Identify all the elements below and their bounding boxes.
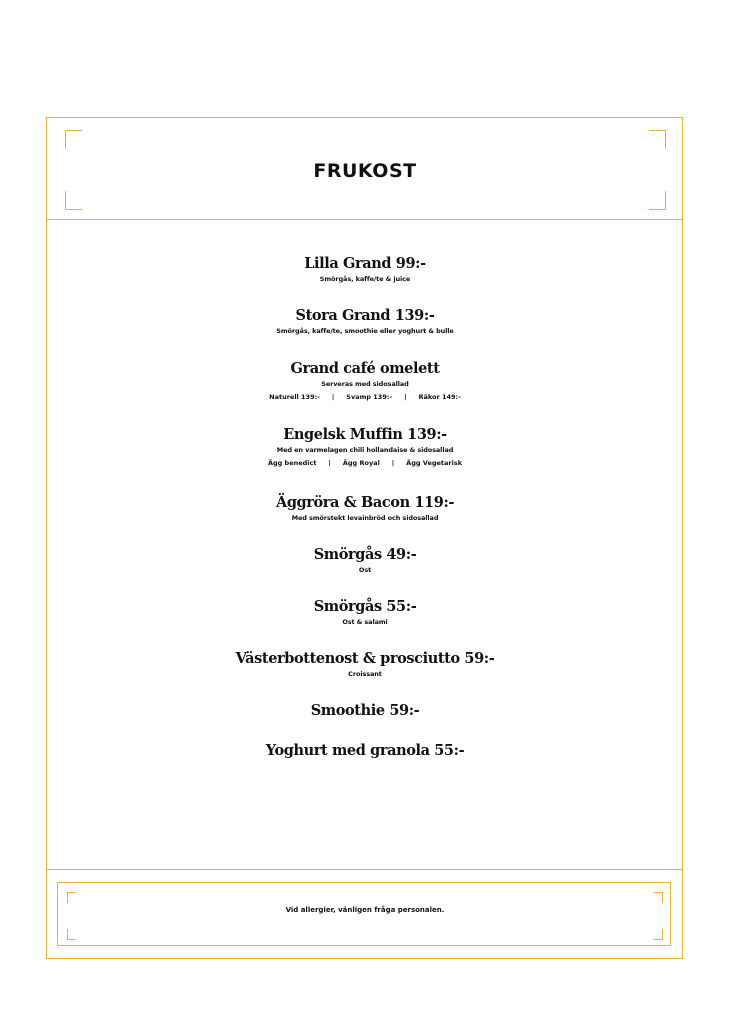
variant: Ägg Royal bbox=[342, 459, 380, 467]
menu-item bbox=[0, 254, 730, 306]
item-name: Grand café omelett bbox=[290, 360, 440, 377]
corner-ornament-top-right bbox=[649, 130, 666, 149]
menu-title: FRUKOST bbox=[313, 160, 417, 182]
item-description: Med smörstekt levainbröd och sidosallad bbox=[291, 514, 439, 522]
corner-ornament-bottom-left bbox=[67, 929, 76, 940]
variant: Ägg Vegetarisk bbox=[406, 459, 463, 467]
item-name: Lilla Grand 99:- bbox=[304, 255, 426, 272]
corner-ornament-top-right bbox=[654, 892, 663, 903]
item-description: Croissant bbox=[348, 670, 382, 678]
corner-ornament-bottom-right bbox=[654, 929, 663, 940]
item-description: Smörgås, kaffe/te & juice bbox=[319, 275, 411, 283]
item-name: Stora Grand 139:- bbox=[295, 307, 435, 324]
item-name: Engelsk Muffin 139:- bbox=[283, 426, 447, 443]
footer-divider bbox=[46, 869, 683, 870]
variant: Räkor 149:- bbox=[418, 393, 461, 401]
corner-ornament-top-left bbox=[65, 130, 82, 149]
item-description: Smörgås, kaffe/te, smoothie eller yoghurt & bulle bbox=[276, 327, 454, 335]
allergy-note: Vid allergier, vänligen fråga personalen. bbox=[285, 906, 445, 914]
menu-items bbox=[0, 254, 730, 771]
corner-ornament-bottom-right bbox=[649, 191, 666, 210]
item-name: Yoghurt med granola 55:- bbox=[265, 742, 465, 759]
menu-item bbox=[0, 425, 730, 493]
variant-separator: | bbox=[391, 459, 395, 467]
item-variants bbox=[0, 456, 730, 471]
corner-ornament-bottom-left bbox=[65, 191, 82, 210]
variant-separator: | bbox=[404, 393, 407, 401]
variant-separator: | bbox=[331, 393, 335, 401]
item-name: Smörgås 49:- bbox=[313, 546, 417, 563]
item-description: Med en varmelagen chili hollandaise & sidosallad bbox=[276, 446, 454, 454]
corner-ornament-top-left bbox=[67, 892, 76, 903]
item-name: Äggröra & Bacon 119:- bbox=[275, 494, 455, 511]
header-divider bbox=[46, 219, 683, 220]
item-variants bbox=[0, 390, 730, 405]
menu-item bbox=[0, 597, 730, 649]
menu-item bbox=[0, 306, 730, 359]
item-description: Ost & salami bbox=[342, 618, 388, 626]
menu-item bbox=[0, 545, 730, 597]
variant: Svamp 139:- bbox=[346, 393, 393, 401]
item-description: Serveras med sidosallad bbox=[321, 380, 409, 388]
menu-item bbox=[0, 359, 730, 425]
item-name: Västerbottenost & prosciutto 59:- bbox=[235, 650, 495, 667]
variant-separator: | bbox=[328, 459, 331, 467]
menu-item bbox=[0, 701, 730, 741]
variant: Ägg benedict bbox=[267, 459, 317, 467]
footer-box bbox=[57, 882, 671, 946]
item-name: Smoothie 59:- bbox=[310, 702, 420, 719]
variant: Naturell 139:- bbox=[269, 393, 320, 401]
menu-item bbox=[0, 649, 730, 701]
item-name: Smörgås 55:- bbox=[313, 598, 417, 615]
item-description: Ost bbox=[358, 566, 372, 574]
menu-item bbox=[0, 741, 730, 771]
menu-item bbox=[0, 493, 730, 545]
